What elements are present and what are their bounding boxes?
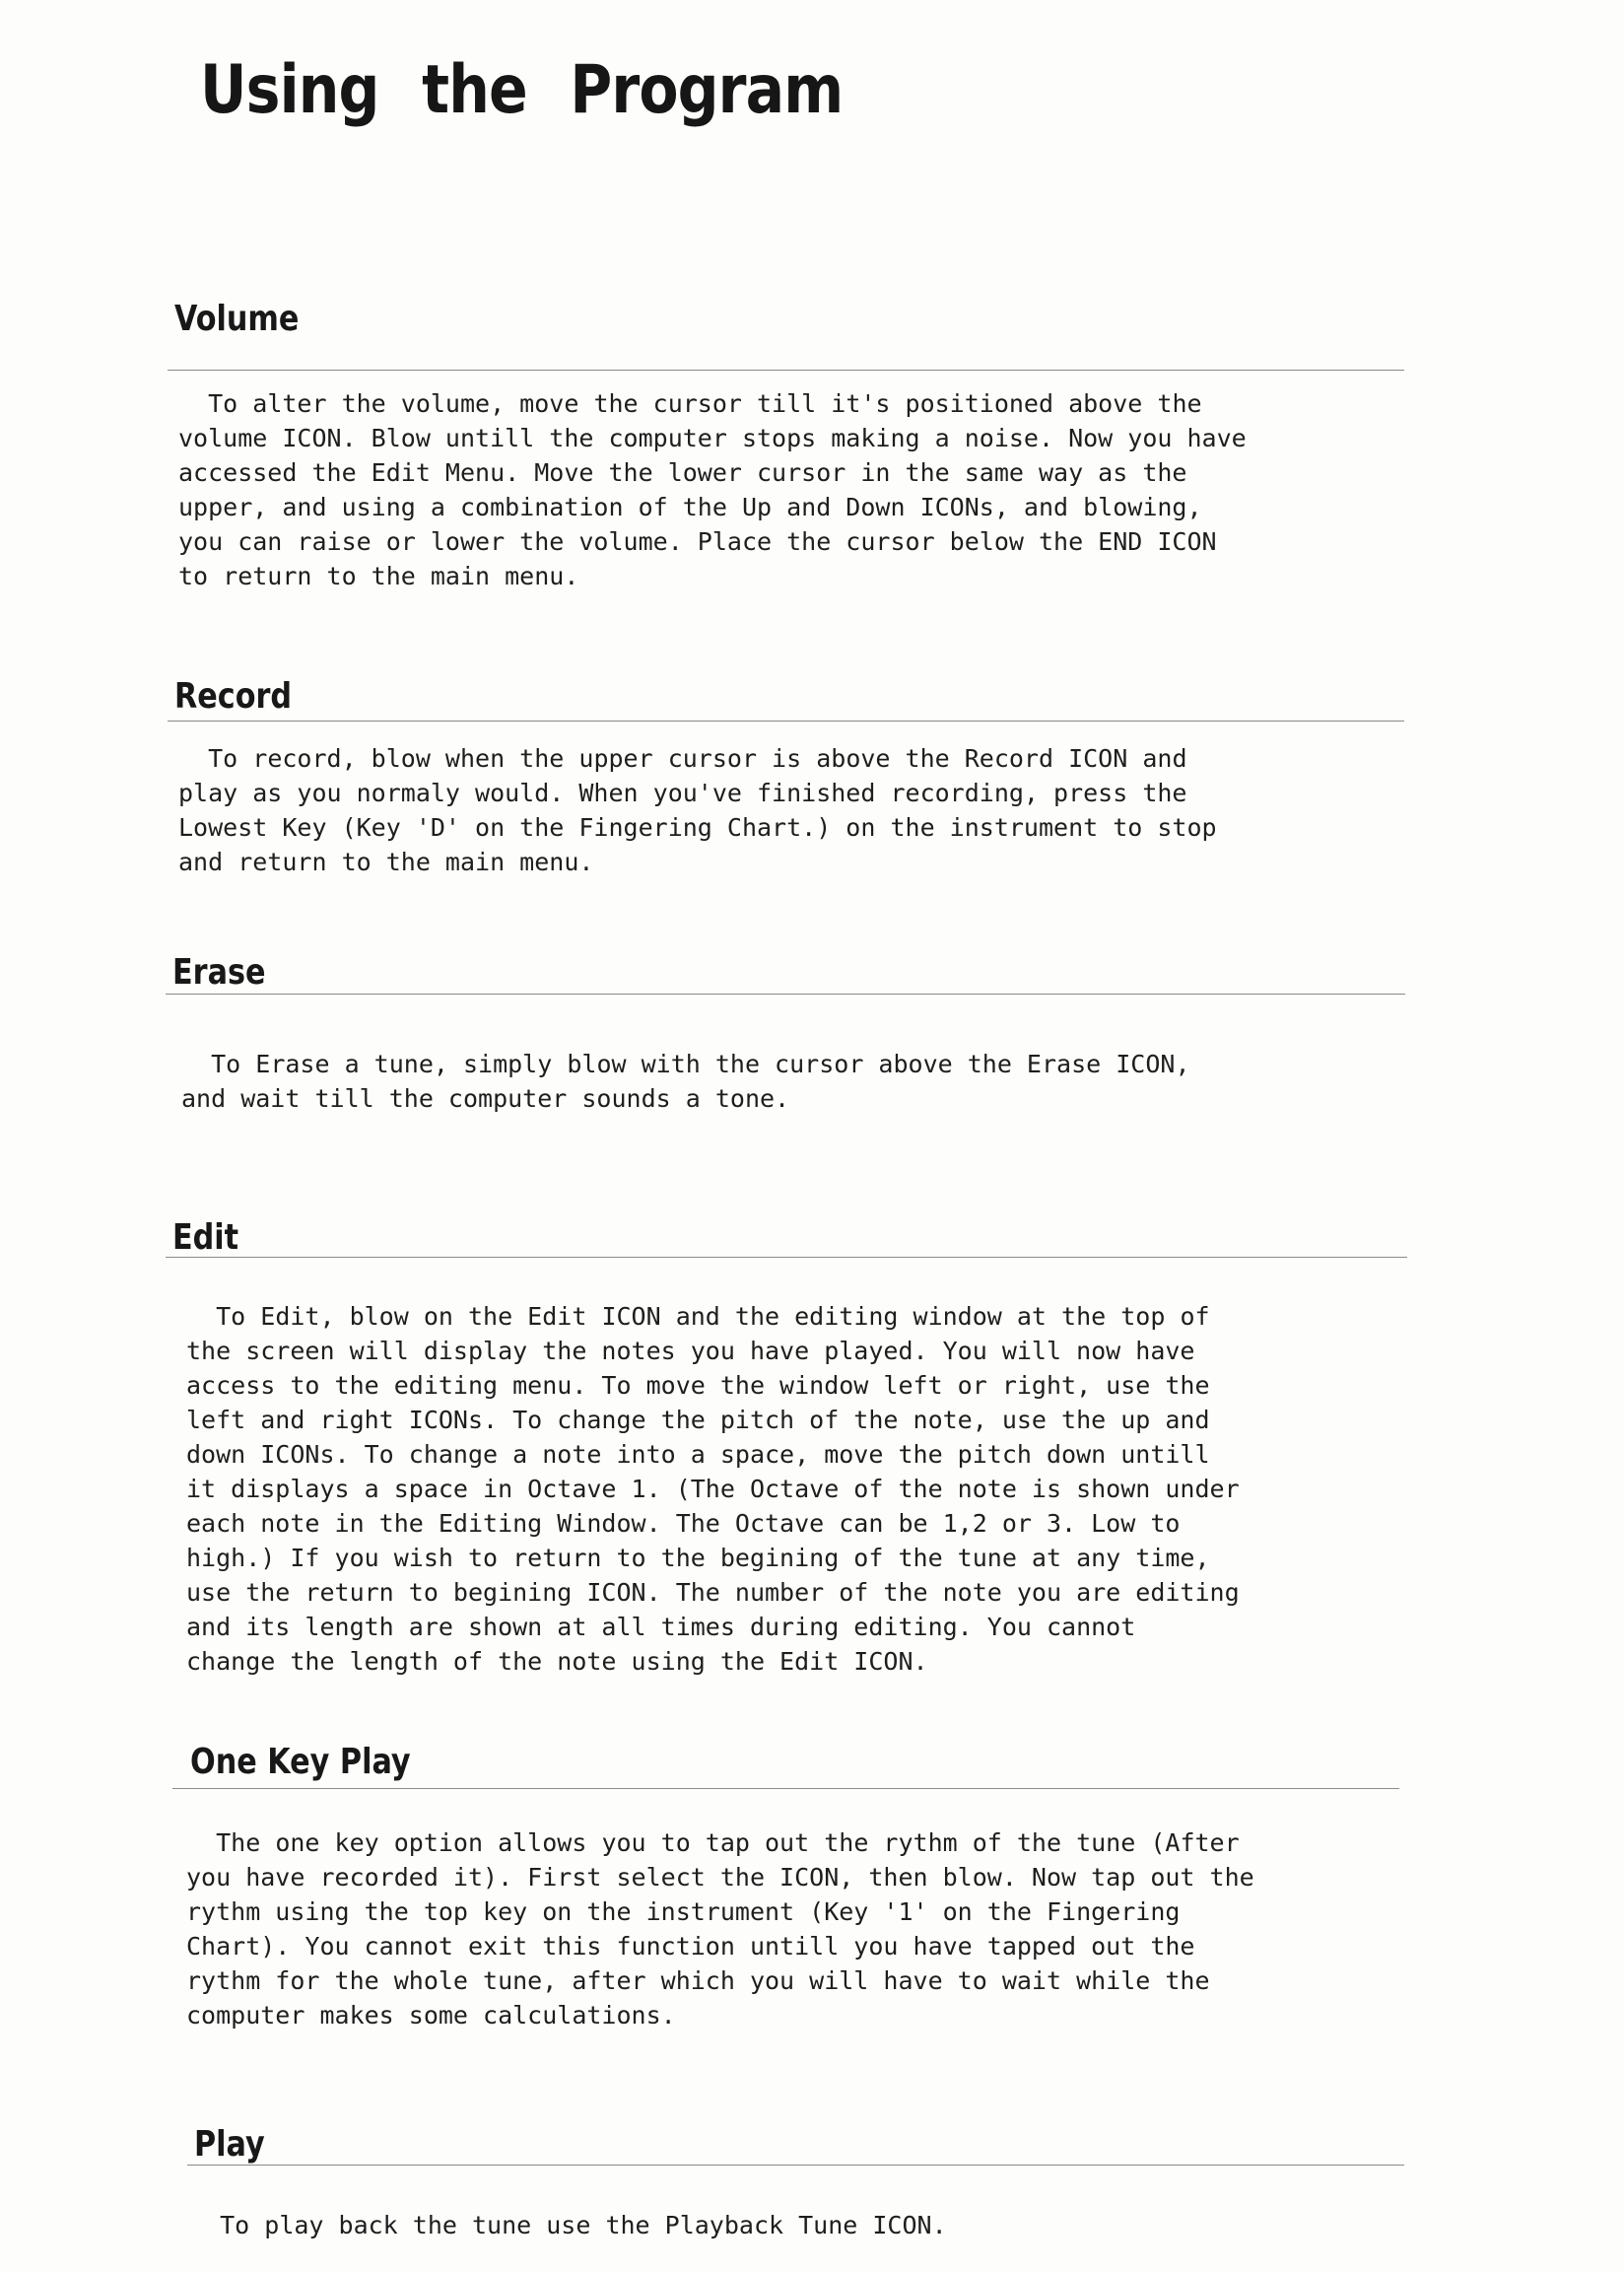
section-heading: Erase xyxy=(172,952,266,993)
section-divider xyxy=(187,2165,1404,2166)
section-body: To alter the volume, move the cursor till it's positioned above the volume ICON. Blow untill the computer stops making a noise. Now you have accessed the Edit Menu. Move the lower cursor in the same way as the upper, and using a combination of the Up and Down ICONs, and blowing, you can raise or lower the volume. Place the cursor below the END ICON to return to the main menu. xyxy=(178,389,1247,590)
section-body: To Edit, blow on the Edit ICON and the editing window at the top of the screen will display the notes you have played. You will now have access to the editing menu. To move the window left or right, use the left and right ICONs. To change the pitch of the note, use the up and down ICONs. To change a note into a space, move the pitch down untill it displays a space in Octave 1. (The Octave of the note is shown under each note in the Editing Window. The Octave can be 1,2 or 3. Low to high.) If you wish to return to the begining of the tune at any time, use the return to begining ICON. The number of the note you are editing and its length are shown at all times during editing. You cannot change the length of the note using the Edit ICON. xyxy=(186,1302,1240,1676)
section-divider xyxy=(168,370,1404,371)
section-heading: Record xyxy=(174,676,293,717)
section-heading: Volume xyxy=(174,299,300,339)
section-heading: Play xyxy=(194,2124,265,2165)
page-title: Using the Program xyxy=(200,51,844,129)
section-divider xyxy=(168,721,1404,722)
section-heading: One Key Play xyxy=(190,1742,411,1782)
section-divider xyxy=(166,1257,1407,1258)
section-divider xyxy=(172,1788,1399,1789)
section-body: To play back the tune use the Playback Tune ICON. xyxy=(190,2211,947,2239)
section-body: The one key option allows you to tap out the rythm of the tune (After you have recorded it). First select the ICON, then blow. Now tap out the rythm using the top key on the instrument (Key '1' on the Fingering Chart). You cannot exit this function untill you have tapped out the rythm for the whole tune, after which you will have to wait while the computer makes some calculations. xyxy=(186,1828,1254,2030)
section-heading: Edit xyxy=(172,1217,239,1258)
section-divider xyxy=(166,994,1405,995)
section-body: To record, blow when the upper cursor is above the Record ICON and play as you normaly would. When you've finished recording, press the Lowest Key (Key 'D' on the Fingering Chart.) on the instrument to stop and return to the main menu. xyxy=(178,744,1217,876)
section-body: To Erase a tune, simply blow with the cursor above the Erase ICON, and wait till the computer sounds a tone. xyxy=(181,1050,1190,1113)
